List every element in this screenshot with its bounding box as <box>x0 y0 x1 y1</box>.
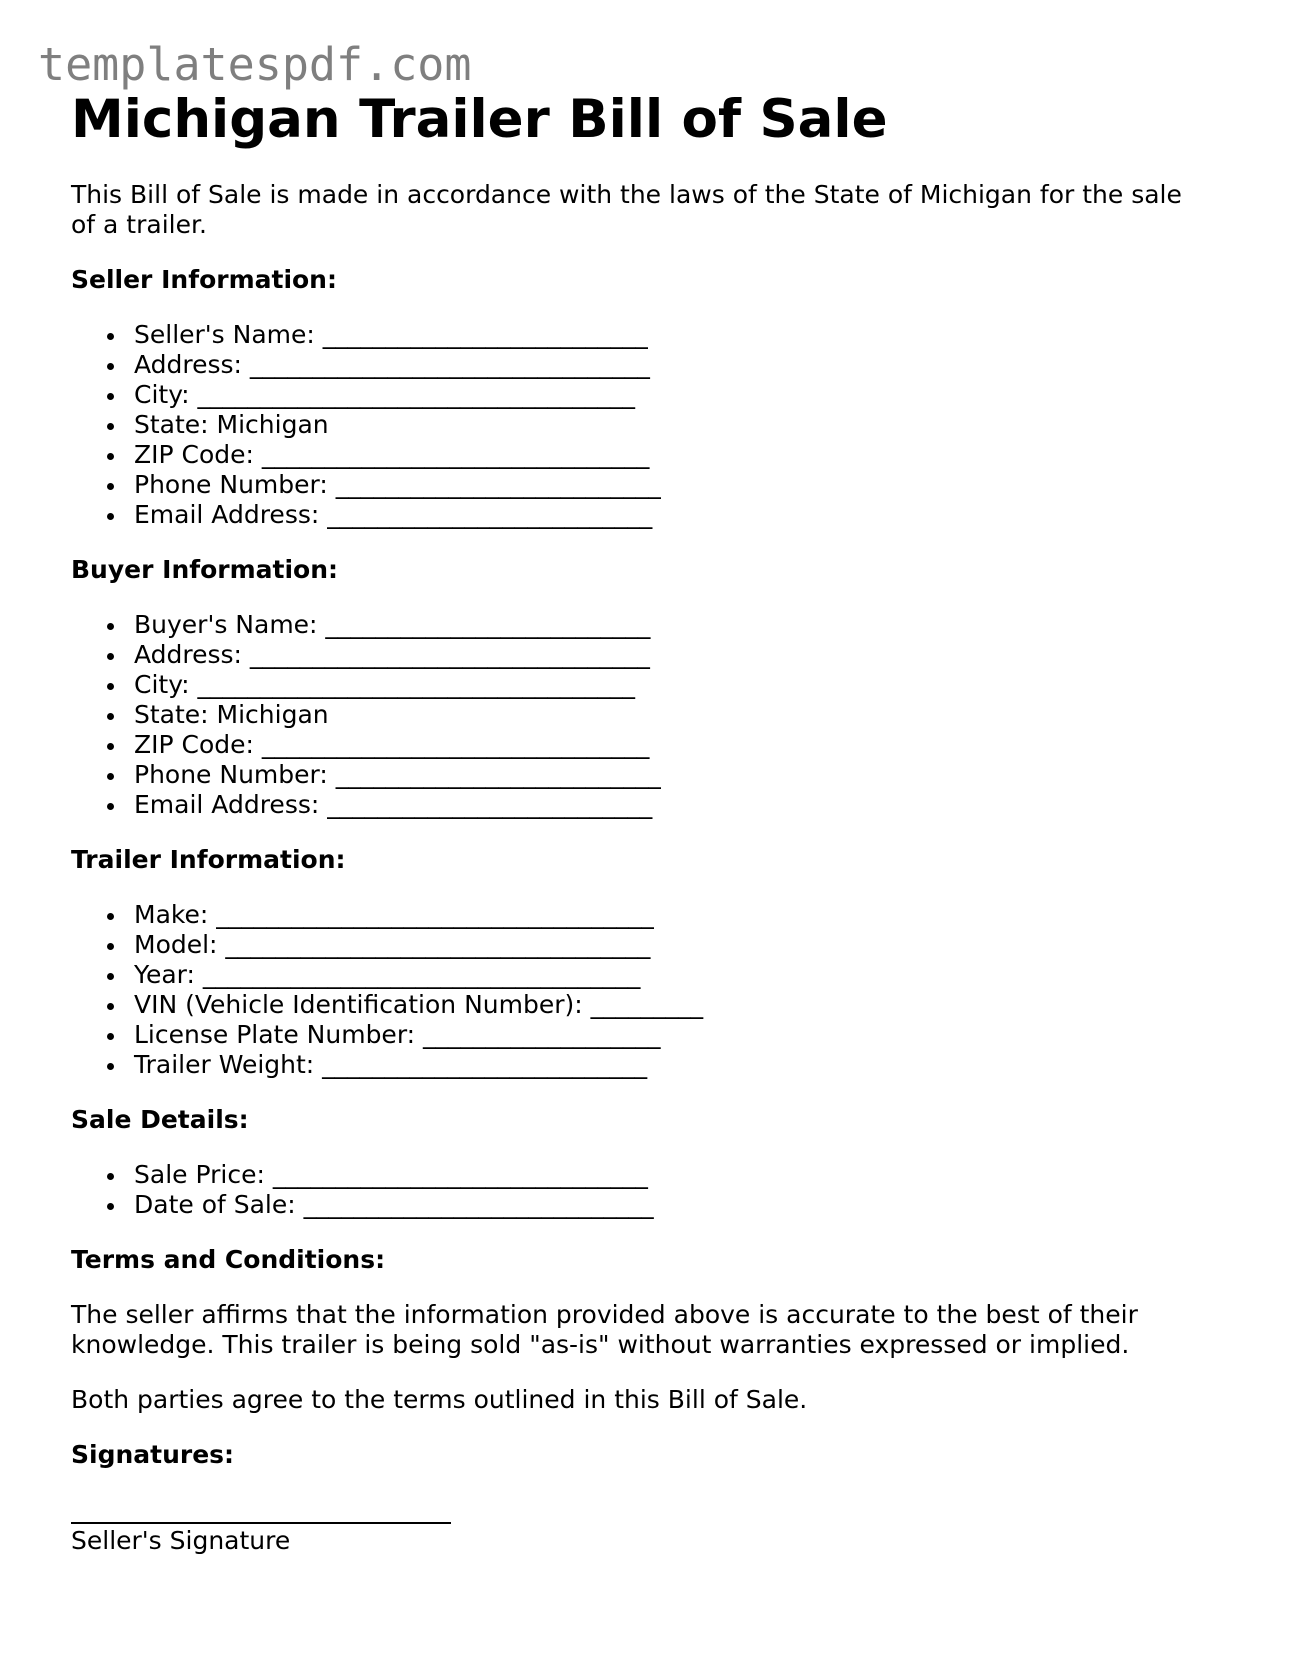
trailer-plate-field: License Plate Number: ___________________ <box>134 1020 1221 1050</box>
seller-zip-field: ZIP Code: _______________________________ <box>134 440 1221 470</box>
seller-signature-label: Seller's Signature <box>71 1526 291 1555</box>
agreement-paragraph: Both parties agree to the terms outlined in this Bill of Sale. <box>71 1385 808 1414</box>
document-body <box>71 88 1221 1556</box>
buyer-field-list <box>71 610 1221 820</box>
buyer-zip-field: ZIP Code: _______________________________ <box>134 730 1221 760</box>
buyer-city-field: City: ___________________________________ <box>134 670 1221 700</box>
seller-phone-field: Phone Number: __________________________ <box>134 470 1221 500</box>
document-title: Michigan Trailer Bill of Sale <box>71 89 888 150</box>
watermark: templatespdf.com <box>38 38 472 91</box>
sale-field-list <box>71 1160 1221 1220</box>
terms-paragraph: The seller affirms that the information provided above is accurate to the best of their knowledge. This trailer is being sold "as-is" without warranties expressed or implied. <box>71 1300 1138 1359</box>
seller-section-heading: Seller Information: <box>71 265 337 294</box>
buyer-email-field: Email Address: __________________________ <box>134 790 1221 820</box>
buyer-address-field: Address: ________________________________ <box>134 640 1221 670</box>
trailer-section-heading: Trailer Information: <box>71 845 346 874</box>
buyer-phone-field: Phone Number: __________________________ <box>134 760 1221 790</box>
sale-date-field: Date of Sale: ____________________________ <box>134 1190 1221 1220</box>
seller-email-field: Email Address: __________________________ <box>134 500 1221 530</box>
seller-field-list <box>71 320 1221 530</box>
buyer-state-field: State: Michigan <box>134 700 1221 730</box>
trailer-model-field: Model: __________________________________ <box>134 930 1221 960</box>
trailer-weight-field: Trailer Weight: __________________________ <box>134 1050 1221 1080</box>
seller-address-field: Address: ________________________________ <box>134 350 1221 380</box>
seller-signature-line <box>71 1522 451 1524</box>
trailer-make-field: Make: ___________________________________ <box>134 900 1221 930</box>
seller-city-field: City: ___________________________________ <box>134 380 1221 410</box>
trailer-vin-field: VIN (Vehicle Identification Number): _________ <box>134 990 1221 1020</box>
sale-price-field: Sale Price: ______________________________ <box>134 1160 1221 1190</box>
intro-paragraph: This Bill of Sale is made in accordance with the laws of the State of Michigan for the sale of a trailer. <box>71 180 1182 239</box>
trailer-year-field: Year: ___________________________________ <box>134 960 1221 990</box>
buyer-section-heading: Buyer Information: <box>71 555 339 584</box>
terms-section-heading: Terms and Conditions: <box>71 1245 386 1274</box>
buyer-name-field: Buyer's Name: __________________________ <box>134 610 1221 640</box>
signatures-section-heading: Signatures: <box>71 1440 235 1469</box>
seller-name-field: Seller's Name: __________________________ <box>134 320 1221 350</box>
seller-state-field: State: Michigan <box>134 410 1221 440</box>
sale-section-heading: Sale Details: <box>71 1105 249 1134</box>
trailer-field-list <box>71 900 1221 1080</box>
